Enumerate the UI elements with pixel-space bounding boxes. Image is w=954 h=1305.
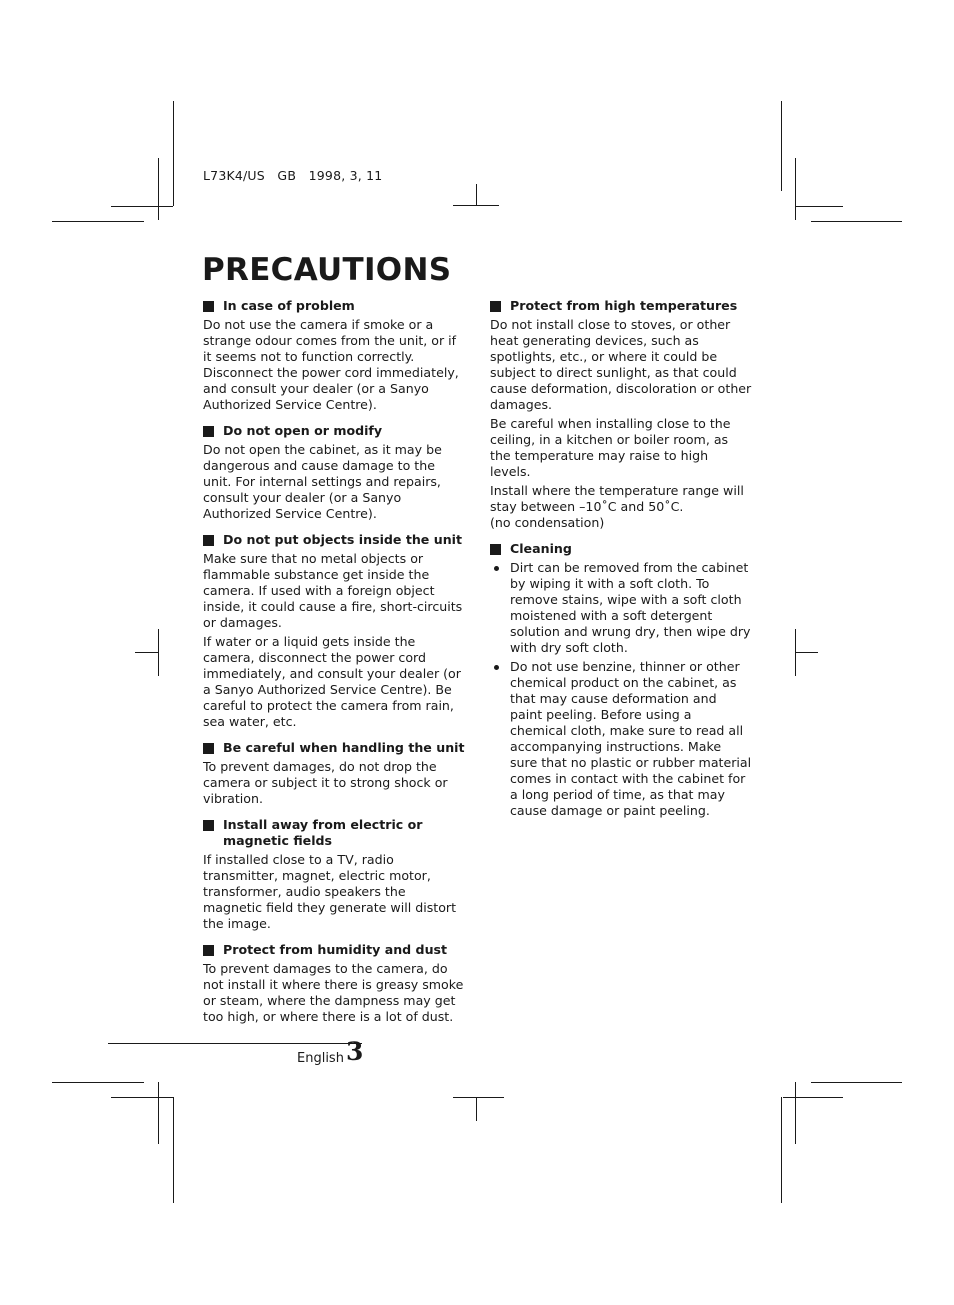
- crop-mark: [781, 1097, 782, 1203]
- section-heading: Cleaning: [490, 541, 752, 557]
- crop-mark: [811, 1082, 902, 1083]
- section-high-temperatures: [490, 298, 752, 531]
- section-heading: In case of problem: [203, 298, 465, 314]
- square-bullet-icon: [203, 301, 214, 312]
- section-cleaning: [490, 541, 752, 819]
- section-paragraph: (no condensation): [490, 515, 605, 530]
- crop-mark: [795, 158, 796, 220]
- cleaning-list: [490, 560, 752, 819]
- section-in-case-of-problem: [203, 298, 465, 413]
- square-bullet-icon: [490, 544, 501, 555]
- document-code: L73K4/US GB 1998, 3, 11: [203, 168, 383, 183]
- section-do-not-open: [203, 423, 465, 522]
- section-no-objects-inside: [203, 532, 465, 730]
- crop-mark: [173, 101, 174, 206]
- bullet-icon: [494, 665, 499, 670]
- list-item: Dirt can be removed from the cabinet by wiping it with a soft cloth. To remove stains, wipe with a soft cloth moistened with a soft detergent solution and wrung dry, then wipe dry with dry soft cloth.: [490, 560, 752, 656]
- section-heading: Do not put objects inside the unit: [203, 532, 465, 548]
- section-paragraph: Do not open the cabinet, as it may be dangerous and cause damage to the unit. For internal settings and repairs, consult your dealer (or a Sanyo Authorized Service Centre).: [203, 442, 442, 521]
- crop-mark: [811, 221, 902, 222]
- crop-mark: [52, 221, 144, 222]
- section-careful-handling: [203, 740, 465, 807]
- section-paragraph: Be careful when installing close to the ceiling, in a kitchen or boiler room, as the temperature may raise to high levels.: [490, 416, 731, 479]
- left-column: [203, 298, 465, 1035]
- section-paragraph: Do not use the camera if smoke or a strange odour comes from the unit, or if it seems not to function correctly. Disconnect the power cord immediately, and consult your dealer (or a Sanyo Authorized Service Centre).: [203, 317, 459, 412]
- section-heading: Protect from humidity and dust: [203, 942, 465, 958]
- footer-language: English: [297, 1051, 344, 1066]
- crop-mark: [135, 652, 158, 653]
- square-bullet-icon: [203, 945, 214, 956]
- section-heading: Be careful when handling the unit: [203, 740, 465, 756]
- section-paragraph: If water or a liquid gets inside the camera, disconnect the power cord immediately, and consult your dealer (or a Sanyo Authorized Service Centre). Be careful to protect the camera from rain, sea water, etc.: [203, 634, 461, 729]
- right-column: [490, 298, 752, 829]
- square-bullet-icon: [490, 301, 501, 312]
- crop-mark: [158, 158, 159, 220]
- section-paragraph: If installed close to a TV, radio transmitter, magnet, electric motor, transformer, audio speakers the magnetic field they generate will distort the image.: [203, 852, 457, 931]
- crop-mark: [476, 184, 477, 205]
- bullet-icon: [494, 566, 499, 571]
- section-paragraph: Install where the temperature range will stay between –10˚C and 50˚C.: [490, 483, 744, 514]
- crop-mark: [173, 1097, 174, 1203]
- crop-mark: [795, 206, 843, 207]
- section-paragraph: To prevent damages to the camera, do not install it where there is greasy smoke or steam, where the dampness may get too high, or where there is a lot of dust.: [203, 961, 464, 1024]
- square-bullet-icon: [203, 535, 214, 546]
- section-paragraph: Do not install close to stoves, or other heat generating devices, such as spotlights, etc., or where it could be subject to direct sunlight, as that could cause deformation, discoloration or other damages.: [490, 317, 752, 412]
- crop-mark: [158, 1082, 159, 1144]
- section-heading: Do not open or modify: [203, 423, 465, 439]
- section-heading: Install away from electric or magnetic fields: [203, 817, 465, 849]
- crop-mark: [795, 652, 818, 653]
- section-electric-magnetic: [203, 817, 465, 932]
- page-title: PRECAUTIONS: [202, 252, 452, 288]
- crop-mark: [52, 1082, 144, 1083]
- crop-mark: [111, 1097, 173, 1098]
- page-number: 3: [346, 1037, 364, 1066]
- crop-mark: [453, 1097, 504, 1098]
- square-bullet-icon: [203, 820, 214, 831]
- section-paragraph: Make sure that no metal objects or flammable substance get inside the camera. If used with a foreign object inside, it could cause a fire, short-circuits or damages.: [203, 551, 463, 630]
- crop-mark: [111, 206, 173, 207]
- section-heading: Protect from high temperatures: [490, 298, 752, 314]
- crop-mark: [476, 1097, 477, 1121]
- section-paragraph: To prevent damages, do not drop the camera or subject it to strong shock or vibration.: [203, 759, 448, 806]
- square-bullet-icon: [203, 743, 214, 754]
- crop-mark: [453, 205, 499, 206]
- crop-mark: [783, 1097, 843, 1098]
- crop-mark: [795, 1082, 796, 1144]
- crop-mark: [158, 629, 159, 676]
- crop-mark: [781, 101, 782, 191]
- section-humidity-dust: [203, 942, 465, 1025]
- crop-mark: [108, 1043, 362, 1044]
- square-bullet-icon: [203, 426, 214, 437]
- list-item: Do not use benzine, thinner or other chemical product on the cabinet, as that may cause deformation and paint peeling. Before using a chemical cloth, make sure to read all accompanying instructions. Make sure that no plastic or rubber material comes in contact with the cabinet for a long period of time, as that may cause damage or paint peeling.: [490, 659, 752, 819]
